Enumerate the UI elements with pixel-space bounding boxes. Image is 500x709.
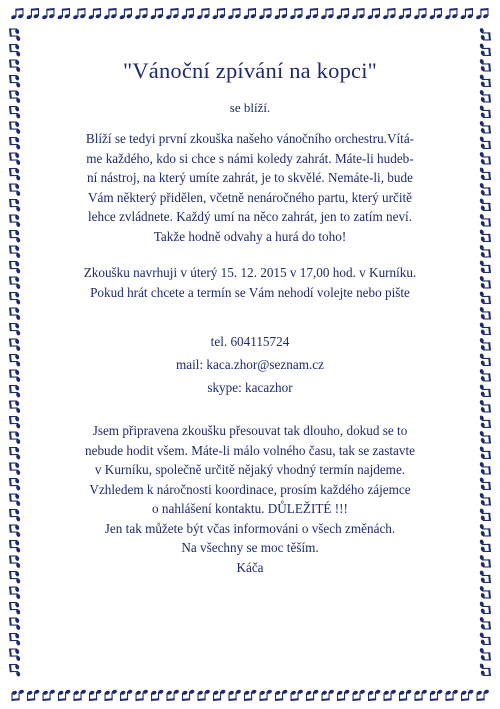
music-note-icon xyxy=(9,571,21,584)
music-note-icon xyxy=(9,462,21,475)
music-note-icon xyxy=(479,446,491,459)
text-line: Vám některý přidělen, včetně nenáročného partu, který určitě xyxy=(87,189,413,205)
music-note-icon xyxy=(479,632,491,645)
music-note-icon xyxy=(9,323,21,336)
music-note-icon xyxy=(461,689,474,701)
music-note-icon xyxy=(290,689,303,701)
music-note-icon xyxy=(9,447,21,460)
music-note-icon xyxy=(166,689,179,701)
music-note-icon xyxy=(305,8,318,20)
music-note-icon xyxy=(166,8,179,20)
music-note-icon xyxy=(479,307,491,320)
music-note-icon xyxy=(430,689,443,701)
music-note-icon xyxy=(9,633,21,646)
text-line: o nahlášení kontaktu. DŮLEŽITÉ !!! xyxy=(152,501,348,516)
text-line: Jen tak můžete být včas informováni o všech změnách. xyxy=(104,520,396,536)
music-note-icon xyxy=(336,8,349,20)
music-note-icon xyxy=(151,689,164,701)
music-note-icon xyxy=(479,648,491,661)
music-note-icon xyxy=(479,508,491,521)
music-note-icon xyxy=(368,689,381,701)
music-note-icon xyxy=(9,648,21,661)
text-line: Vzhledem k náročnosti koordinace, prosím každého zájemce xyxy=(89,481,411,497)
music-note-icon xyxy=(73,689,86,701)
music-note-icon xyxy=(383,689,396,701)
music-note-icon xyxy=(479,105,491,118)
music-note-icon xyxy=(9,90,21,103)
text-line: nebude hodit všem. Máte-li málo volného času, tak se zastavte xyxy=(85,442,415,458)
music-note-icon xyxy=(9,354,21,367)
page-title: "Vánoční zpívání na kopci" xyxy=(122,58,378,83)
music-note-icon xyxy=(182,689,195,701)
music-note-icon xyxy=(476,689,489,701)
signature: Káča xyxy=(236,559,264,575)
music-note-icon xyxy=(274,8,287,20)
music-note-icon xyxy=(479,198,491,211)
music-note-icon xyxy=(73,8,86,20)
music-note-icon xyxy=(9,137,21,150)
music-note-icon xyxy=(429,8,442,20)
music-note-icon xyxy=(479,415,491,428)
music-note-icon xyxy=(479,214,491,227)
text-line: Zkoušku navrhuji v úterý 15. 12. 2015 v 17,00 hod. v Kurníku. xyxy=(83,265,417,280)
music-note-icon xyxy=(479,338,491,351)
music-note-icon xyxy=(104,8,117,20)
paragraph-closing xyxy=(30,421,470,577)
music-note-icon xyxy=(337,689,350,701)
music-note-icon xyxy=(479,276,491,289)
music-note-icon xyxy=(414,689,427,701)
music-note-icon xyxy=(479,601,491,614)
music-note-icon xyxy=(150,8,163,20)
contact-mail: mail: kaca.zhor@seznam.cz xyxy=(176,357,324,372)
music-note-icon xyxy=(352,8,365,20)
music-note-icon xyxy=(9,416,21,429)
music-note-icon xyxy=(42,8,55,20)
music-note-icon xyxy=(27,689,40,701)
paragraph-invitation xyxy=(30,129,470,246)
music-note-icon xyxy=(9,307,21,320)
music-note-icon xyxy=(9,555,21,568)
music-note-icon xyxy=(135,689,148,701)
text-line: lehce zvládnete. Každý umí na něco zahrát, jen to zatím neví. xyxy=(87,209,413,224)
music-note-icon xyxy=(306,689,319,701)
music-note-icon xyxy=(321,8,334,20)
music-note-icon xyxy=(212,8,225,20)
music-note-icon xyxy=(479,617,491,630)
music-note-icon xyxy=(88,8,101,20)
contact-block xyxy=(30,330,470,399)
paragraph-rehearsal-date xyxy=(30,263,470,302)
music-note-icon xyxy=(9,602,21,615)
music-note-icon xyxy=(479,136,491,149)
music-note-icon xyxy=(479,121,491,134)
music-note-icon xyxy=(9,385,21,398)
music-note-icon xyxy=(367,8,380,20)
music-note-icon xyxy=(479,260,491,273)
contact-phone: tel. 604115724 xyxy=(210,334,290,349)
music-note-icon xyxy=(398,8,411,20)
music-note-icon xyxy=(352,689,365,701)
music-note-icon xyxy=(479,43,491,56)
music-note-icon xyxy=(9,292,21,305)
music-note-icon xyxy=(9,509,21,522)
music-note-icon xyxy=(197,689,210,701)
music-note-icon xyxy=(479,477,491,490)
music-note-icon xyxy=(9,183,21,196)
music-note-icon xyxy=(445,689,458,701)
music-note-icon xyxy=(479,431,491,444)
music-note-icon xyxy=(9,431,21,444)
text-line: Pokud hrát chcete a termín se Vám nehodí volejte nebo pište xyxy=(90,284,410,300)
music-note-icon xyxy=(26,8,39,20)
music-note-icon xyxy=(9,400,21,413)
music-note-icon xyxy=(479,152,491,165)
music-note-icon xyxy=(479,400,491,413)
music-note-icon xyxy=(399,689,412,701)
music-note-icon xyxy=(9,338,21,351)
music-note-icon xyxy=(479,555,491,568)
music-note-icon xyxy=(9,106,21,119)
music-note-icon xyxy=(9,617,21,630)
music-note-icon xyxy=(479,462,491,475)
music-note-icon xyxy=(479,586,491,599)
music-note-icon xyxy=(181,8,194,20)
music-note-icon xyxy=(42,689,55,701)
music-note-icon xyxy=(9,369,21,382)
flyer-content xyxy=(30,40,470,577)
music-note-icon xyxy=(479,493,491,506)
music-note-icon xyxy=(9,245,21,258)
music-note-icon xyxy=(275,689,288,701)
music-note-icon xyxy=(228,8,241,20)
music-note-icon xyxy=(9,230,21,243)
music-note-icon xyxy=(479,524,491,537)
music-note-icon xyxy=(259,8,272,20)
music-note-icon xyxy=(9,214,21,227)
music-note-icon xyxy=(9,664,21,677)
music-note-icon xyxy=(9,59,21,72)
music-note-icon xyxy=(11,8,24,20)
music-note-icon xyxy=(9,152,21,165)
music-note-icon xyxy=(9,121,21,134)
music-note-icon xyxy=(228,689,241,701)
music-note-icon xyxy=(414,8,427,20)
text-line: Takže hodně odvahy a hurá do toho! xyxy=(153,228,347,244)
music-note-icon xyxy=(213,689,226,701)
music-note-icon xyxy=(9,261,21,274)
music-note-icon xyxy=(479,353,491,366)
text-line: Na všechny se moc těším. xyxy=(181,540,319,555)
music-note-icon xyxy=(89,689,102,701)
music-note-icon xyxy=(479,245,491,258)
music-note-icon xyxy=(479,28,491,41)
music-note-icon xyxy=(9,586,21,599)
music-note-icon xyxy=(120,689,133,701)
contact-skype: skype: kacazhor xyxy=(207,380,293,395)
music-note-icon xyxy=(479,369,491,382)
music-note-icon xyxy=(9,44,21,57)
music-note-icon xyxy=(479,59,491,72)
music-note-icon xyxy=(479,291,491,304)
music-note-icon xyxy=(58,689,71,701)
music-note-icon xyxy=(476,8,489,20)
music-note-icon xyxy=(479,322,491,335)
music-note-icon xyxy=(9,540,21,553)
music-note-icon xyxy=(243,8,256,20)
music-note-icon xyxy=(57,8,70,20)
music-note-icon xyxy=(9,75,21,88)
music-note-icon xyxy=(479,663,491,676)
music-note-icon xyxy=(11,689,24,701)
music-note-icon xyxy=(479,74,491,87)
music-note-icon xyxy=(244,689,257,701)
music-note-icon xyxy=(9,199,21,212)
music-note-icon xyxy=(197,8,210,20)
music-note-icon xyxy=(479,539,491,552)
music-note-icon xyxy=(9,478,21,491)
music-note-icon xyxy=(479,229,491,242)
music-note-icon xyxy=(135,8,148,20)
music-note-icon xyxy=(321,689,334,701)
music-note-icon xyxy=(460,8,473,20)
music-note-icon xyxy=(9,168,21,181)
text-line: Jsem připravena zkoušku přesouvat tak dlouho, dokud se to xyxy=(92,423,408,438)
music-note-icon xyxy=(259,689,272,701)
text-line: Blíží se tedyi první zkouška našeho vánočního orchestru.Vítá- xyxy=(85,131,415,146)
music-note-icon xyxy=(383,8,396,20)
music-note-icon xyxy=(9,276,21,289)
text-line: ní nástroj, na který umíte zahrát, je to skvělé. Nemáte-li, bude xyxy=(87,170,413,185)
music-note-icon xyxy=(119,8,132,20)
music-note-icon xyxy=(479,570,491,583)
music-note-icon xyxy=(479,384,491,397)
music-note-icon xyxy=(445,8,458,20)
music-note-icon xyxy=(9,493,21,506)
text-line: me každého, kdo si chce s námi koledy zahrát. Máte-li hudeb- xyxy=(86,150,414,166)
text-line: v Kurníku, společně určitě nějaký vhodný termín najdeme. xyxy=(94,462,406,477)
music-note-icon xyxy=(9,28,21,41)
music-note-icon xyxy=(479,183,491,196)
music-note-icon xyxy=(104,689,117,701)
music-note-icon xyxy=(290,8,303,20)
music-note-icon xyxy=(479,167,491,180)
music-note-icon xyxy=(479,90,491,103)
subtitle: se blíží. xyxy=(229,100,271,115)
music-note-icon xyxy=(9,524,21,537)
